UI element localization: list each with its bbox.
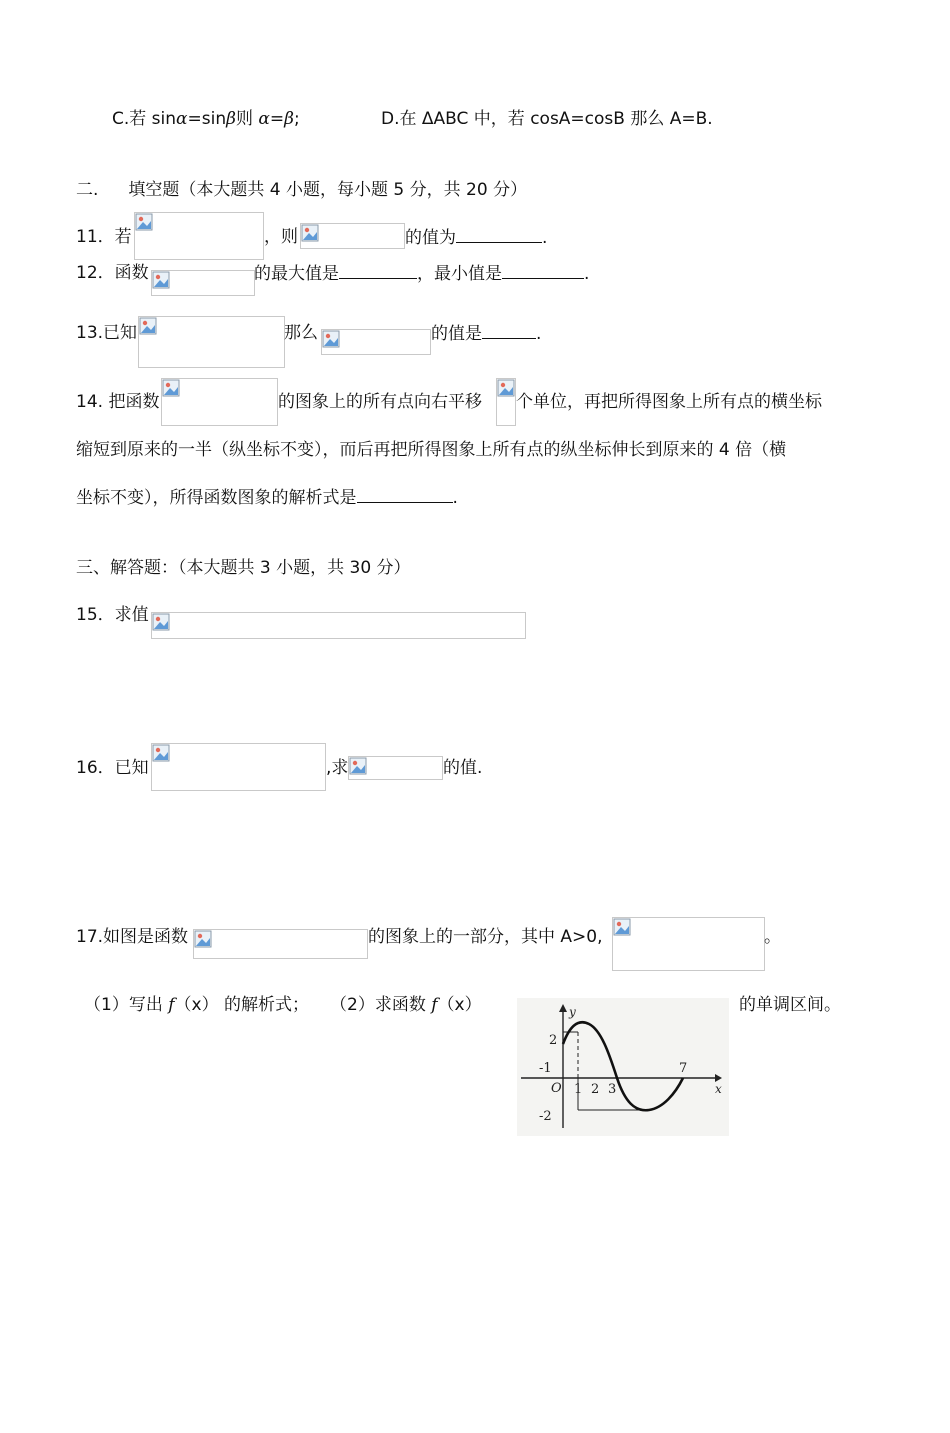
question-16-c: 的值. [443, 758, 483, 778]
answer-blank [339, 262, 417, 279]
formula-image [134, 212, 264, 260]
question-11-c: 的值为 . [405, 228, 548, 248]
option-c: C.若 sinα=sinβ则 α=β; [112, 109, 300, 129]
x-axis-label: x [715, 1082, 722, 1096]
tick-label-3: 3 [608, 1082, 617, 1097]
tick-label-neg1: -1 [539, 1061, 552, 1076]
formula-image [348, 756, 443, 780]
broken-image-icon [152, 271, 170, 289]
question-13-c: 的值是 . [431, 324, 542, 344]
question-14-a: 14. 把函数 [76, 392, 160, 412]
broken-image-icon [152, 744, 170, 762]
question-17-part1: （1）写出 f（x） 的解析式； [84, 995, 309, 1015]
question-14-line2: 缩短到原来的一半（纵坐标不变），而后再把所得图象上所有点的纵坐标伸长到原来的 4 倍（横 [76, 440, 787, 460]
broken-image-icon [322, 330, 340, 348]
broken-image-icon [139, 317, 157, 335]
formula-image [496, 378, 516, 426]
formula-image [151, 270, 255, 296]
question-16-a: 16．已知 [76, 758, 149, 778]
function-graph [517, 998, 729, 1136]
broken-image-icon [613, 918, 631, 936]
question-17-a: 17.如图是函数 [76, 927, 189, 947]
formula-image [138, 316, 285, 368]
question-17-c: 。 [764, 927, 781, 947]
question-15: 15．求值 [76, 605, 149, 625]
question-13-a: 13.已知 [76, 323, 138, 343]
tick-label-neg2: -2 [539, 1109, 552, 1124]
section-2-heading: 二. 填空题（本大题共 4 小题，每小题 5 分，共 20 分） [76, 180, 528, 200]
question-17-part3: 的单调区间。 [739, 995, 841, 1015]
broken-image-icon [497, 379, 515, 397]
question-14-c: 个单位，再把所得图象上所有点的横坐标 [516, 392, 822, 412]
tick-label-7: 7 [679, 1061, 688, 1076]
formula-image [161, 378, 278, 426]
question-13-b: 那么 [284, 323, 318, 343]
broken-image-icon [162, 379, 180, 397]
formula-image [300, 223, 405, 249]
formula-image [151, 612, 526, 639]
broken-image-icon [301, 224, 319, 242]
tick-label-2: 2 [549, 1033, 558, 1048]
question-17-part2: （2）求函数 f（x） [330, 995, 482, 1015]
origin-label: O [551, 1081, 562, 1096]
answer-blank [357, 486, 453, 503]
y-axis-label: y [569, 1005, 576, 1019]
question-11-a: 11．若 [76, 227, 132, 247]
broken-image-icon [194, 930, 212, 948]
formula-image [151, 743, 326, 791]
question-12-b: 的最大值是 ，最小值是 . [254, 264, 590, 284]
answer-blank [456, 226, 542, 243]
formula-image [193, 929, 368, 959]
tick-label-1: 1 [574, 1082, 583, 1097]
broken-image-icon [152, 613, 170, 631]
section-3-heading: 三、解答题：（本大题共 3 小题，共 30 分） [76, 558, 411, 578]
formula-image [612, 917, 765, 971]
question-12-a: 12．函数 [76, 263, 149, 283]
tick-label-2x: 2 [591, 1082, 600, 1097]
answer-blank [482, 322, 536, 339]
option-d: D.在 ΔABC 中，若 cosA=cosB 那么 A=B. [381, 109, 713, 129]
question-16-b: ,求 [326, 758, 349, 778]
broken-image-icon [135, 213, 153, 231]
broken-image-icon [349, 757, 367, 775]
question-14-line3: 坐标不变），所得函数图象的解析式是 . [76, 488, 458, 508]
formula-image [321, 329, 431, 355]
question-14-b: 的图象上的所有点向右平移 [278, 392, 482, 412]
question-17-b: 的图象上的一部分，其中 A>0, [368, 927, 603, 947]
question-11-b: ，则 [264, 227, 298, 247]
answer-blank [502, 262, 584, 279]
